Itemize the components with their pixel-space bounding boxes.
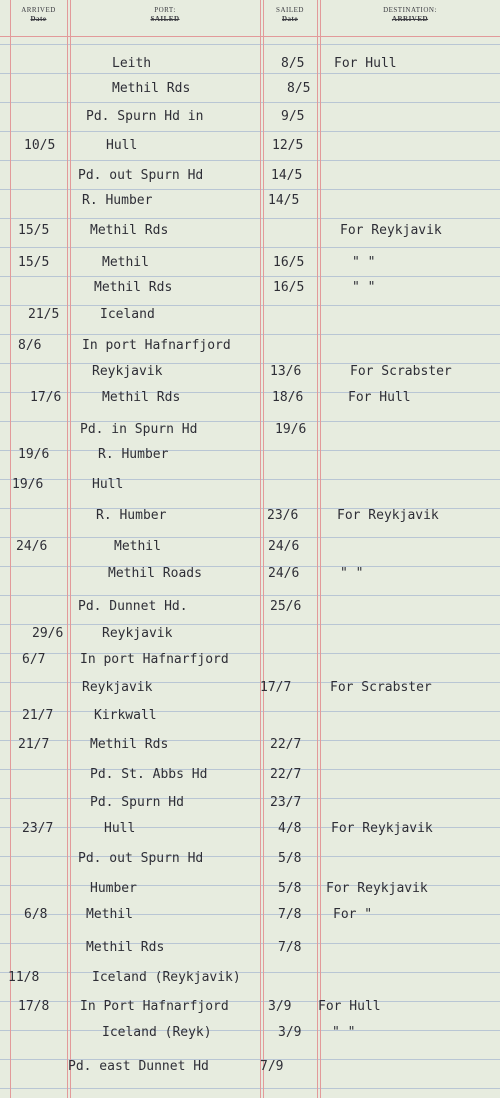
header-arrived: ARRIVED Date bbox=[21, 6, 56, 23]
arrived-date-cell: 8/6 bbox=[18, 338, 42, 353]
sailed-date-cell: 13/6 bbox=[270, 364, 302, 379]
sailed-date-cell: 4/8 bbox=[278, 821, 302, 836]
sailed-date-cell: 12/5 bbox=[272, 138, 304, 153]
arrived-date-cell: 15/5 bbox=[18, 223, 50, 238]
port-cell: Iceland (Reykjavik) bbox=[92, 970, 241, 985]
arrived-date-cell: 11/8 bbox=[8, 970, 40, 985]
column-divider bbox=[317, 0, 318, 1098]
column-divider bbox=[263, 0, 264, 1098]
sailed-date-cell: 14/5 bbox=[268, 193, 300, 208]
port-cell: Kirkwall bbox=[94, 708, 157, 723]
port-cell: Pd. Spurn Hd bbox=[90, 795, 184, 810]
header-rule bbox=[0, 36, 500, 37]
header-sailed: SAILED Date bbox=[276, 6, 304, 23]
port-cell: Hull bbox=[106, 138, 138, 153]
arrived-date-cell: 21/7 bbox=[22, 708, 54, 723]
sailed-date-cell: 8/5 bbox=[287, 81, 311, 96]
destination-cell: " " bbox=[352, 280, 376, 295]
margin-line bbox=[10, 0, 11, 1098]
sailed-date-cell: 3/9 bbox=[268, 999, 292, 1014]
destination-cell: For Hull bbox=[334, 56, 397, 71]
sailed-date-cell: 14/5 bbox=[271, 168, 303, 183]
sailed-date-cell: 24/6 bbox=[268, 566, 300, 581]
arrived-date-cell: 6/8 bbox=[24, 907, 48, 922]
port-cell: In port Hafnarfjord bbox=[80, 652, 229, 667]
port-cell: Pd. in Spurn Hd bbox=[80, 422, 198, 437]
sailed-date-cell: 9/5 bbox=[281, 109, 305, 124]
port-cell: Reykjavik bbox=[92, 364, 163, 379]
sailed-date-cell: 5/8 bbox=[278, 881, 302, 896]
destination-cell: For Reykjavik bbox=[337, 508, 439, 523]
sailed-date-cell: 24/6 bbox=[268, 539, 300, 554]
port-cell: Methil bbox=[102, 255, 149, 270]
destination-cell: " " bbox=[332, 1025, 356, 1040]
header-port: PORT: SAILED bbox=[150, 6, 180, 23]
port-cell: R. Humber bbox=[82, 193, 153, 208]
destination-cell: For Reykjavik bbox=[340, 223, 442, 238]
arrived-date-cell: 6/7 bbox=[22, 652, 46, 667]
port-cell: Hull bbox=[92, 477, 124, 492]
column-divider bbox=[67, 0, 68, 1098]
sailed-date-cell: 23/6 bbox=[267, 508, 299, 523]
port-cell: Hull bbox=[104, 821, 136, 836]
port-cell: Methil Rds bbox=[112, 81, 191, 96]
arrived-date-cell: 21/7 bbox=[18, 737, 50, 752]
destination-cell: For Scrabster bbox=[350, 364, 452, 379]
port-cell: R. Humber bbox=[98, 447, 169, 462]
sailed-date-cell: 22/7 bbox=[270, 737, 302, 752]
port-cell: R. Humber bbox=[96, 508, 167, 523]
port-cell: In Port Hafnarfjord bbox=[80, 999, 229, 1014]
arrived-date-cell: 29/6 bbox=[32, 626, 64, 641]
column-divider bbox=[320, 0, 321, 1098]
port-cell: Methil Roads bbox=[108, 566, 202, 581]
port-cell: Methil Rds bbox=[94, 280, 173, 295]
sailed-date-cell: 7/9 bbox=[260, 1059, 284, 1074]
port-cell: Methil Rds bbox=[90, 223, 169, 238]
arrived-date-cell: 23/7 bbox=[22, 821, 54, 836]
port-cell: Methil Rds bbox=[86, 940, 165, 955]
header-destination: DESTINATION: ARRIVED bbox=[383, 6, 437, 23]
arrived-date-cell: 10/5 bbox=[24, 138, 56, 153]
port-cell: Reykjavik bbox=[82, 680, 153, 695]
destination-cell: For Hull bbox=[318, 999, 381, 1014]
port-cell: Iceland (Reyk) bbox=[102, 1025, 212, 1040]
arrived-date-cell: 19/6 bbox=[18, 447, 50, 462]
sailed-date-cell: 8/5 bbox=[281, 56, 305, 71]
port-cell: Pd. Dunnet Hd. bbox=[78, 599, 188, 614]
arrived-date-cell: 15/5 bbox=[18, 255, 50, 270]
port-cell: Humber bbox=[90, 881, 137, 896]
arrived-date-cell: 21/5 bbox=[28, 307, 60, 322]
destination-cell: For Hull bbox=[348, 390, 411, 405]
arrived-date-cell: 17/8 bbox=[18, 999, 50, 1014]
port-cell: In port Hafnarfjord bbox=[82, 338, 231, 353]
port-cell: Methil Rds bbox=[102, 390, 181, 405]
sailed-date-cell: 7/8 bbox=[278, 907, 302, 922]
sailed-date-cell: 7/8 bbox=[278, 940, 302, 955]
port-cell: Pd. out Spurn Hd bbox=[78, 168, 204, 183]
arrived-date-cell: 17/6 bbox=[30, 390, 62, 405]
port-cell: Methil bbox=[86, 907, 133, 922]
sailed-date-cell: 19/6 bbox=[275, 422, 307, 437]
sailed-date-cell: 23/7 bbox=[270, 795, 302, 810]
arrived-date-cell: 24/6 bbox=[16, 539, 48, 554]
port-cell: Pd. east Dunnet Hd bbox=[68, 1059, 209, 1074]
port-cell: Methil bbox=[114, 539, 161, 554]
column-divider bbox=[70, 0, 71, 1098]
port-cell: Leith bbox=[112, 56, 152, 71]
sailed-date-cell: 16/5 bbox=[273, 280, 305, 295]
destination-cell: " " bbox=[340, 566, 364, 581]
destination-cell: " " bbox=[352, 255, 376, 270]
sailed-date-cell: 22/7 bbox=[270, 767, 302, 782]
port-cell: Pd. out Spurn Hd bbox=[78, 851, 204, 866]
port-cell: Iceland bbox=[100, 307, 155, 322]
port-cell: Pd. Spurn Hd in bbox=[86, 109, 204, 124]
destination-cell: For Scrabster bbox=[330, 680, 432, 695]
sailed-date-cell: 18/6 bbox=[272, 390, 304, 405]
sailed-date-cell: 17/7 bbox=[260, 680, 292, 695]
port-cell: Pd. St. Abbs Hd bbox=[90, 767, 208, 782]
destination-cell: For Reykjavik bbox=[326, 881, 428, 896]
sailed-date-cell: 3/9 bbox=[278, 1025, 302, 1040]
column-divider bbox=[260, 0, 261, 1098]
sailed-date-cell: 16/5 bbox=[273, 255, 305, 270]
sailed-date-cell: 25/6 bbox=[270, 599, 302, 614]
sailed-date-cell: 5/8 bbox=[278, 851, 302, 866]
destination-cell: For Reykjavik bbox=[331, 821, 433, 836]
port-cell: Methil Rds bbox=[90, 737, 169, 752]
port-cell: Reykjavik bbox=[102, 626, 173, 641]
destination-cell: For " bbox=[333, 907, 373, 922]
arrived-date-cell: 19/6 bbox=[12, 477, 44, 492]
